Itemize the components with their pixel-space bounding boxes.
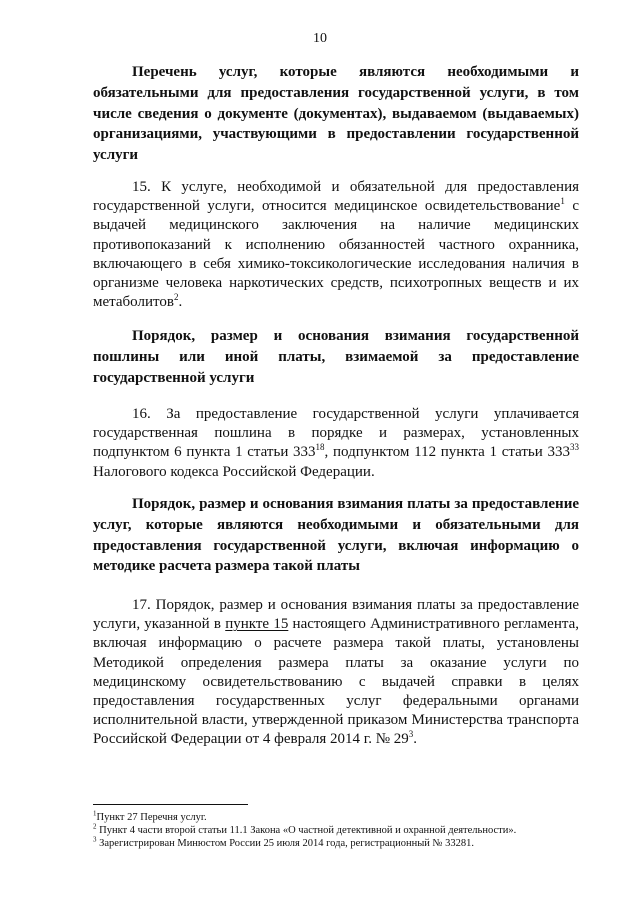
paragraph-line: исполнительной власти, утвержденной приказом Министерства транспорта <box>93 712 579 729</box>
paragraph-line: выдачей медицинского заключения на наличие медицинских <box>93 217 579 234</box>
heading-line: предоставления государственной услуги, включая информацию о <box>93 537 579 554</box>
page-number: 10 <box>313 31 327 46</box>
heading-line: Порядок, размер и основания взимания государственной <box>132 328 579 344</box>
heading-line: числе сведения о документе (документах), выдаваемом (выдаваемых) <box>93 105 579 122</box>
footnote-ref-1[interactable]: 1 <box>560 196 565 207</box>
heading-line: услуг, которые являются необходимыми и обязательными для <box>93 516 579 533</box>
heading-line: Перечень услуг, которые являются необходимыми и <box>132 64 579 80</box>
paragraph-line: подпунктом 6 пункта 1 статьи $333^{18}$, подпунктом 112 пункта 1 статьи $333^{33}$ <box>93 442 579 461</box>
section-heading-service-fees <box>93 494 579 577</box>
footnote-2: $^2$ Пункт 4 части второй статьи 11.1 Закона «О частной детективной и охранной деятельности». <box>93 822 517 836</box>
footnotes <box>93 811 579 850</box>
paragraph-line: Методикой определения размера платы за оказание услуги по <box>93 654 579 671</box>
footnote-ref-3[interactable]: 3 <box>408 729 414 740</box>
paragraph-16 <box>93 405 579 482</box>
paragraph-line: 17. Порядок, размер и основания взимания платы за предоставление <box>132 597 579 613</box>
footnote-3: $^3$ Зарегистрирован Минюстом России 25 июля 2014 года, регистрационный № 33281. <box>93 835 475 849</box>
paragraph-line: Налогового кодекса Российской Федерации. <box>93 463 375 480</box>
paragraph-line: включающего в себя химико-токсикологические исследования наличия в <box>93 255 579 272</box>
paragraph-line: противопоказаний к исполнению обязанностей частного охранника, <box>93 236 579 253</box>
paragraph-15 <box>93 178 579 312</box>
section-heading-services-list <box>93 62 579 166</box>
article-superscript: 18 <box>315 442 325 453</box>
heading-line: Порядок, размер и основания взимания платы за предоставление <box>132 496 579 512</box>
paragraph-line: Российской Федерации от 4 февраля 2014 г. № $29^3$. <box>93 729 418 748</box>
paragraph-line: 16. За предоставление государственной услуги уплачивается <box>132 406 579 422</box>
heading-line: услуги <box>93 147 139 164</box>
paragraph-line: предоставления государственных услуг федеральными органами <box>93 693 579 710</box>
heading-line: методике расчета размера такой платы <box>93 558 360 575</box>
paragraph-line: государственная пошлина в порядке и размерах, установленных <box>93 425 579 442</box>
article-superscript: 33 <box>569 442 579 453</box>
heading-line: организациями, участвующими в предоставлении государственной <box>93 126 579 143</box>
footnote-ref-2[interactable]: 2 <box>173 292 179 303</box>
heading-line: обязательными для предоставления государственной услуги, в том <box>93 84 579 101</box>
section-heading-state-duty <box>93 326 579 388</box>
paragraph-line: медицинскому освидетельствованию с выдачей справки в целях <box>93 673 579 690</box>
footnote-1: $^1$Пункт 27 Перечня услуг. <box>93 809 207 823</box>
paragraph-line: 15. К услуге, необходимой и обязательной для предоставления <box>132 179 579 195</box>
heading-line: пошлины или иной платы, взимаемой за предоставление <box>93 348 579 365</box>
paragraph-line: включая информацию о расчете размера такой платы, установлены <box>93 635 579 652</box>
paragraph-line: метаболитов$^2$. <box>93 292 183 311</box>
heading-line: государственной услуги <box>93 369 255 386</box>
link-clause-15[interactable]: пункте 15 <box>225 616 289 633</box>
paragraph-17 <box>93 596 579 750</box>
paragraph-line: услуги, указанной в пункте 15 настоящего Административного регламента, <box>93 616 580 633</box>
paragraph-line: государственной услуги, относится медицинское освидетельствование$^1$ с <box>93 196 579 215</box>
paragraph-line: организме человека наркотических средств, психотропных веществ и их <box>93 275 579 292</box>
footnote-divider <box>93 804 248 805</box>
